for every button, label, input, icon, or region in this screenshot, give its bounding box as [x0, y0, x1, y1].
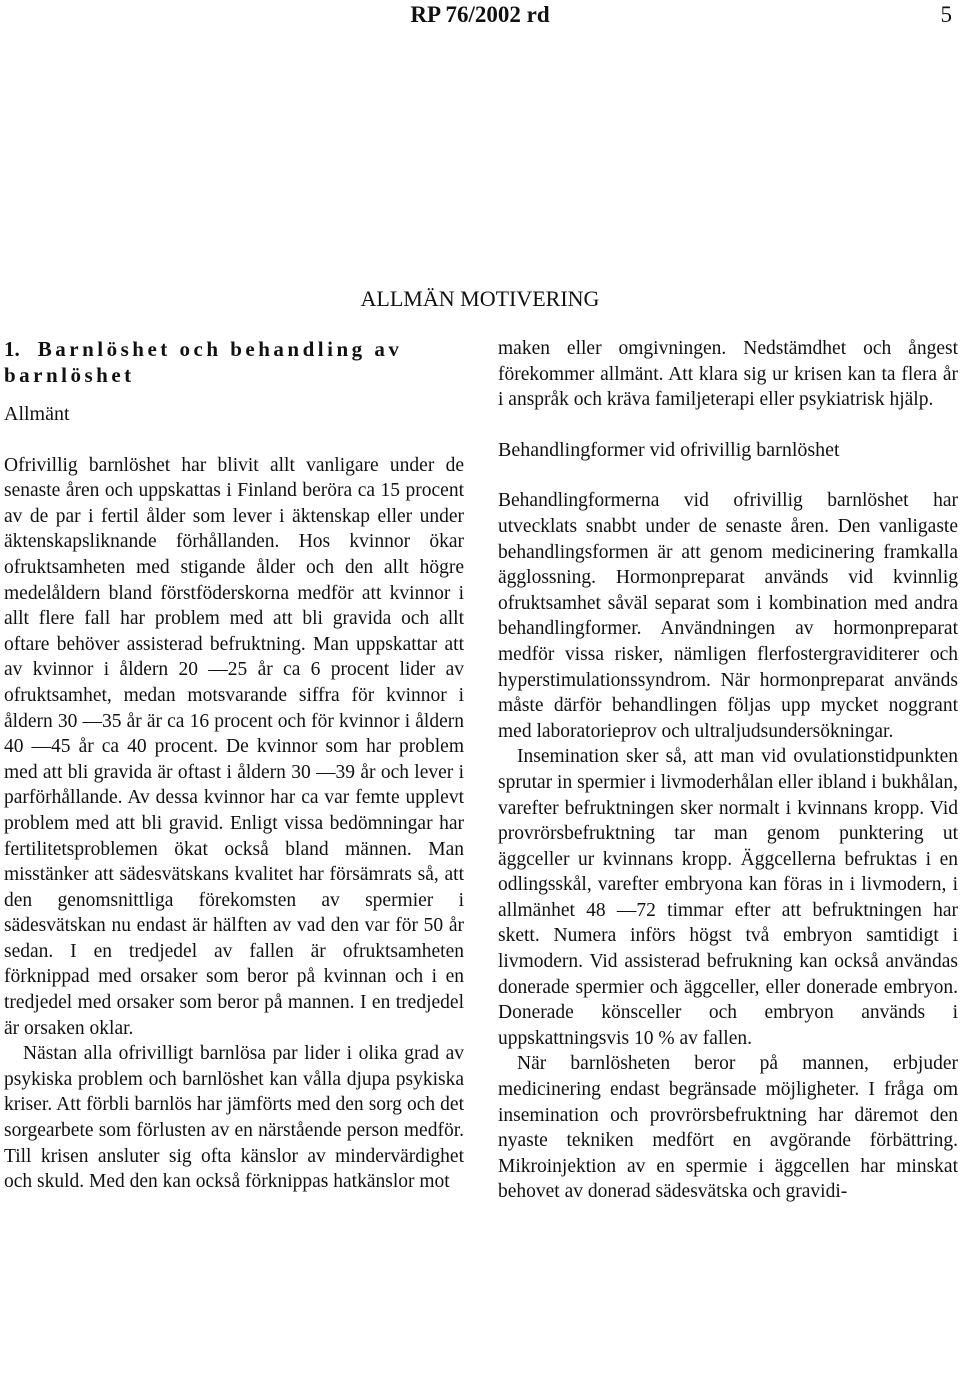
chapter-title: Barnlöshet och behandling av barnlöshet	[4, 337, 403, 387]
paragraph-continuation: maken eller omgivningen. Nedstämdhet och ångest förekommer allmänt. Att klara sig ur krisen kan ta flera år i anspråk och kräva familjeterapi eller psykiatrisk hjälp.	[498, 338, 958, 411]
section-heading-general: Allmänt	[4, 403, 70, 425]
part-title: ALLMÄN MOTIVERING	[360, 286, 600, 311]
right-column	[498, 336, 958, 1205]
left-column	[4, 336, 464, 1195]
page-number: 5	[940, 2, 952, 27]
paragraph: Nästan alla ofrivilligt barnlösa par lider i olika grad av psykiska problem och barnlöshet kan vålla djupa psykiska kriser. Att förbli barnlös har jämförts med den sorg och det sorgearbete som förlusten av en närstående person medför. Till krisen ansluter sig ofta känslor av mindervärdighet och skuld. Med den kan också förknippas hatkänslor mot	[4, 1043, 464, 1193]
chapter-number: 1.	[4, 337, 20, 361]
section-heading-treatments: Behandlingformer vid ofrivillig barnlöshet	[498, 438, 840, 461]
paragraph: När barnlösheten beror på mannen, erbjuder medicinering endast begränsade möjligheter. I fråga om insemination och provrörsbefruktning har däremot den nyaste tekniken medfört en avgörande förbättring. Mikroinjektion av en spermie i äggcellen har minskat behovet av donerad sädesvätska och gravidi-	[498, 1053, 958, 1203]
chapter-heading	[4, 336, 464, 388]
paragraph: Behandlingformerna vid ofrivillig barnlöshet har utvecklats snabbt under de senaste åren. Den vanligaste behandlingsformen är att genom medicinering framkalla ägglossning. Hormonpreparat används vid kvinnlig ofruktsamhet såväl separat som i kombination med andra behandlingformer. Användningen av hormonpreparat medför vissa risker, nämligen flerfostergraviditerer och hyperstimulationssyndrom. När hormonpreparat används måste därför behandlingen följas upp mycket noggrant med laboratorieprov och ultraljudsundersökningar.	[498, 490, 958, 742]
paragraph: Ofrivillig barnlöshet har blivit allt vanligare under de senaste åren och uppskattas i Finland beröra ca 15 procent av de par i fertil ålder som lever i äktenskap eller under äktenskapsliknande förhållanden. Hos kvinnor ökar ofruktsamheten med stigande ålder och den allt högre medelåldern bland förstföderskorna medför att kvinnor i allt flere fall har problem med att bli gravida och allt oftare behöver assisterad befruktning. Man uppskattar att av kvinnor i åldern 20 —25 år ca 6 procent lider av ofruktsamhet, medan motsvarande siffra för kvinnor i åldern 30 —35 år är ca 16 procent och för kvinnor i åldern 40 —45 år ca 40 procent. De kvinnor som har problem med att bli gravida är oftast i åldern 30 —39 år och lever i parförhållande. Av dessa kvinnor har ca var femte upplevt problem med att bli gravid. Enligt vissa bedömningar har fertilitetsproblemen ökat också bland männen. Man misstänker att sädesvätskans kvalitet har försämrats så, att den genomsnittliga förekomsten av spermier i sädesvätskan nu endast är hälften av vad den var för 50 år sedan. I en tredjedel av fallen är ofruktsamheten förknippad med orsaker som beror på kvinnan och i en tredjedel med orsaker som beror på mannen. I en tredjedel är orsaken oklar.	[4, 454, 464, 1039]
document-title: RP 76/2002 rd	[410, 2, 550, 27]
paragraph: Insemination sker så, att man vid ovulationstidpunkten sprutar in spermier i livmoderhålan eller ibland i bukhålan, varefter befruktningen sker normalt i kvinnans kropp. Vid provrörsbefruktning tar man genom punktering ut äggceller ur kvinnans kropp. Äggcellerna befruktas i en odlingsskål, varefter embryona kan föras in i livmodern, i allmänhet 48 —72 timmar efter att befruktningen har skett. Numera införs högst två embryon samtidigt i livmodern. Vid assisterad befrukning kan också användas donerade spermier och äggceller, eller donerade embryon. Donerade könsceller och embryon används i uppskattningsvis 10 % av fallen.	[498, 746, 958, 1049]
